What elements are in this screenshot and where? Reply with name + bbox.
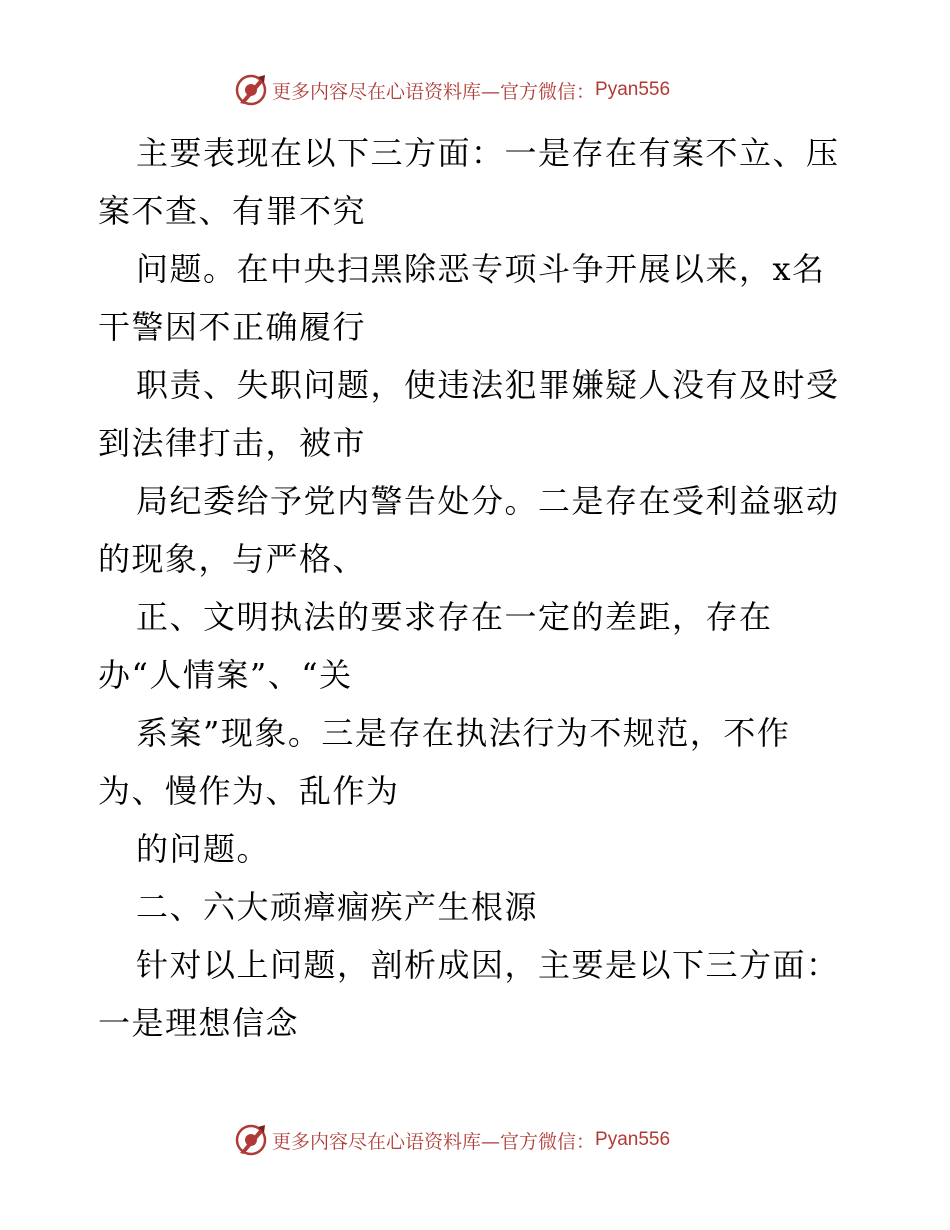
text-line: 为、慢作为、乱作为 bbox=[98, 772, 400, 810]
header-watermark bbox=[234, 72, 670, 108]
text-line: 正、文明执法的要求存在一定的差距，存在 bbox=[136, 598, 773, 636]
text-line: 局纪委给予党内警告处分。二是存在受利益驱动 bbox=[136, 482, 840, 520]
quill-seal-icon bbox=[234, 1123, 268, 1157]
text-line: 的问题。 bbox=[136, 830, 271, 868]
text-line: 的现象，与严格、 bbox=[98, 540, 367, 578]
text-line: 针对以上问题，剖析成因，主要是以下三方面： bbox=[136, 946, 840, 984]
text-line: 案不查、有罪不究 bbox=[98, 192, 367, 230]
watermark-text: 更多内容尽在心语资料库—官方微信： bbox=[272, 80, 596, 103]
text-line: 到法律打击，被市 bbox=[98, 424, 367, 462]
footer-watermark bbox=[234, 1122, 670, 1158]
text-line: 干警因不正确履行 bbox=[98, 308, 367, 346]
text-line: 职责、失职问题，使违法犯罪嫌疑人没有及时受 bbox=[136, 366, 840, 404]
quill-seal-icon bbox=[234, 73, 268, 107]
text-line: 办“人情案”、“关 bbox=[98, 656, 353, 694]
text-line: 系案”现象。三是存在执法行为不规范，不作 bbox=[136, 714, 791, 752]
watermark-text: 更多内容尽在心语资料库—官方微信： bbox=[272, 1130, 596, 1153]
watermark-wechat-id: Pyan556 bbox=[595, 1129, 671, 1150]
section-heading: 二、六大顽瘴痼疾产生根源 bbox=[136, 888, 539, 926]
text-line: 问题。在中央扫黑除恶专项斗争开展以来，x名 bbox=[136, 250, 826, 288]
text-line: 主要表现在以下三方面：一是存在有案不立、压 bbox=[136, 134, 840, 172]
text-line: 一是理想信念 bbox=[98, 1004, 300, 1042]
watermark-wechat-id: Pyan556 bbox=[595, 79, 671, 100]
document-body bbox=[98, 124, 858, 1052]
